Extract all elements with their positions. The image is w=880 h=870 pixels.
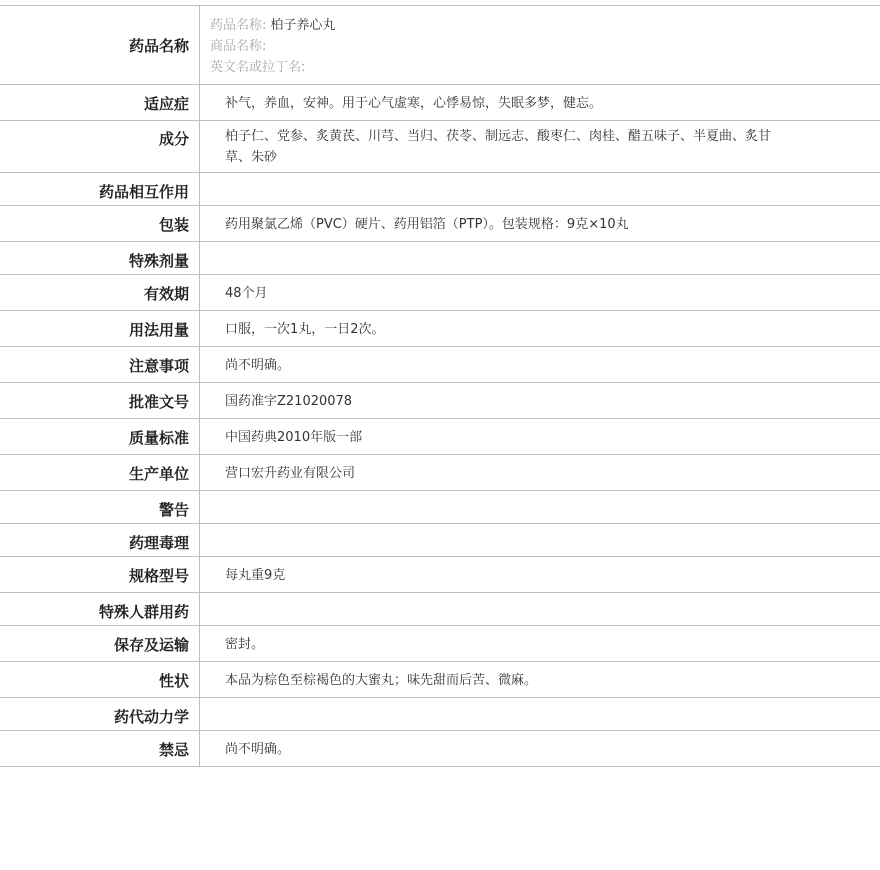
- row-value-shelf-life: 48个月: [225, 286, 268, 301]
- row-value-special-populations: [200, 593, 880, 625]
- row-value-description: 本品为棕色至棕褐色的大蜜丸；味先甜而后苦、微麻。: [225, 673, 538, 688]
- table-row-warning: [0, 491, 880, 524]
- row-label-approval-number: 批准文号: [0, 383, 200, 418]
- row-value-interactions: [200, 173, 880, 205]
- row-label-precautions: 注意事项: [0, 347, 200, 382]
- row-label-usage: 用法用量: [0, 311, 200, 346]
- table-row-special-populations: [0, 593, 880, 626]
- table-row-interactions: [0, 173, 880, 206]
- table-row-approval-number: [0, 383, 880, 419]
- table-row-manufacturer: [0, 455, 880, 491]
- table-row-usage: [0, 311, 880, 347]
- trade-name-key: 商品名称:: [210, 39, 267, 54]
- row-value-usage: 口服，一次1丸，一日2次。: [225, 322, 385, 337]
- trade-name-line: [210, 36, 860, 57]
- drug-name-line: [210, 15, 860, 36]
- row-value-special-dosage: [200, 242, 880, 274]
- table-row-ingredients: [0, 121, 880, 173]
- table-row-pharmacokinetics: [0, 698, 880, 731]
- drug-name-cell: [200, 6, 880, 84]
- table-row-special-dosage: [0, 242, 880, 275]
- table-row-indications: [0, 85, 880, 121]
- row-value-specification: 每丸重9克: [225, 568, 286, 583]
- table-row-contraindications: [0, 731, 880, 767]
- table-row-description: [0, 662, 880, 698]
- row-value-pharmacokinetics: [200, 698, 880, 730]
- drug-name-key: 药品名称:: [210, 18, 267, 33]
- english-name-key: 英文名或拉丁名:: [210, 60, 306, 75]
- row-label-manufacturer: 生产单位: [0, 455, 200, 490]
- row-label-warning: 警告: [0, 491, 200, 523]
- row-label-pharmacokinetics: 药代动力学: [0, 698, 200, 730]
- table-row-quality-standard: [0, 419, 880, 455]
- row-value-contraindications: 尚不明确。: [225, 742, 291, 757]
- row-label-pharmacology: 药理毒理: [0, 524, 200, 556]
- row-value-quality-standard: 中国药典2010年版一部: [225, 430, 363, 445]
- table-row-pharmacology: [0, 524, 880, 557]
- table-row-storage: [0, 626, 880, 662]
- row-value-manufacturer: 营口宏升药业有限公司: [225, 466, 356, 481]
- row-value-storage: 密封。: [225, 637, 265, 652]
- row-label-storage: 保存及运输: [0, 626, 200, 661]
- row-value-precautions: 尚不明确。: [225, 358, 291, 373]
- row-label-indications: 适应症: [0, 85, 200, 120]
- row-label-description: 性状: [0, 662, 200, 697]
- table-row-shelf-life: [0, 275, 880, 311]
- row-label-drug-name: 药品名称: [0, 6, 200, 84]
- table-row-packaging: [0, 206, 880, 242]
- english-name-line: [210, 57, 860, 78]
- row-label-special-populations: 特殊人群用药: [0, 593, 200, 625]
- row-label-shelf-life: 有效期: [0, 275, 200, 310]
- row-label-packaging: 包装: [0, 206, 200, 241]
- row-label-quality-standard: 质量标准: [0, 419, 200, 454]
- row-value-pharmacology: [200, 524, 880, 556]
- drug-name-value: 柏子养心丸: [270, 18, 336, 33]
- row-label-interactions: 药品相互作用: [0, 173, 200, 205]
- row-label-contraindications: 禁忌: [0, 731, 200, 766]
- row-value-approval-number: 国药准字Z21020078: [225, 394, 353, 409]
- row-value-packaging: 药用聚氯乙烯（PVC）硬片、药用铝箔（PTP）。包装规格：9克×10丸: [225, 217, 629, 232]
- row-value-indications: 补气，养血，安神。用于心气虚寒，心悸易惊，失眠多梦，健忘。: [225, 96, 603, 111]
- row-value-warning: [200, 491, 880, 523]
- row-label-specification: 规格型号: [0, 557, 200, 592]
- table-row-specification: [0, 557, 880, 593]
- table-row-drug-name: [0, 6, 880, 85]
- row-value-ingredients: 柏子仁、党参、炙黄芪、川芎、当归、茯苓、制远志、酸枣仁、肉桂、醋五味子、半夏曲、炙甘草、朱砂: [225, 129, 772, 165]
- table-row-precautions: [0, 347, 880, 383]
- row-label-ingredients: 成分: [0, 121, 200, 172]
- drug-info-table: [0, 5, 880, 767]
- row-label-special-dosage: 特殊剂量: [0, 242, 200, 274]
